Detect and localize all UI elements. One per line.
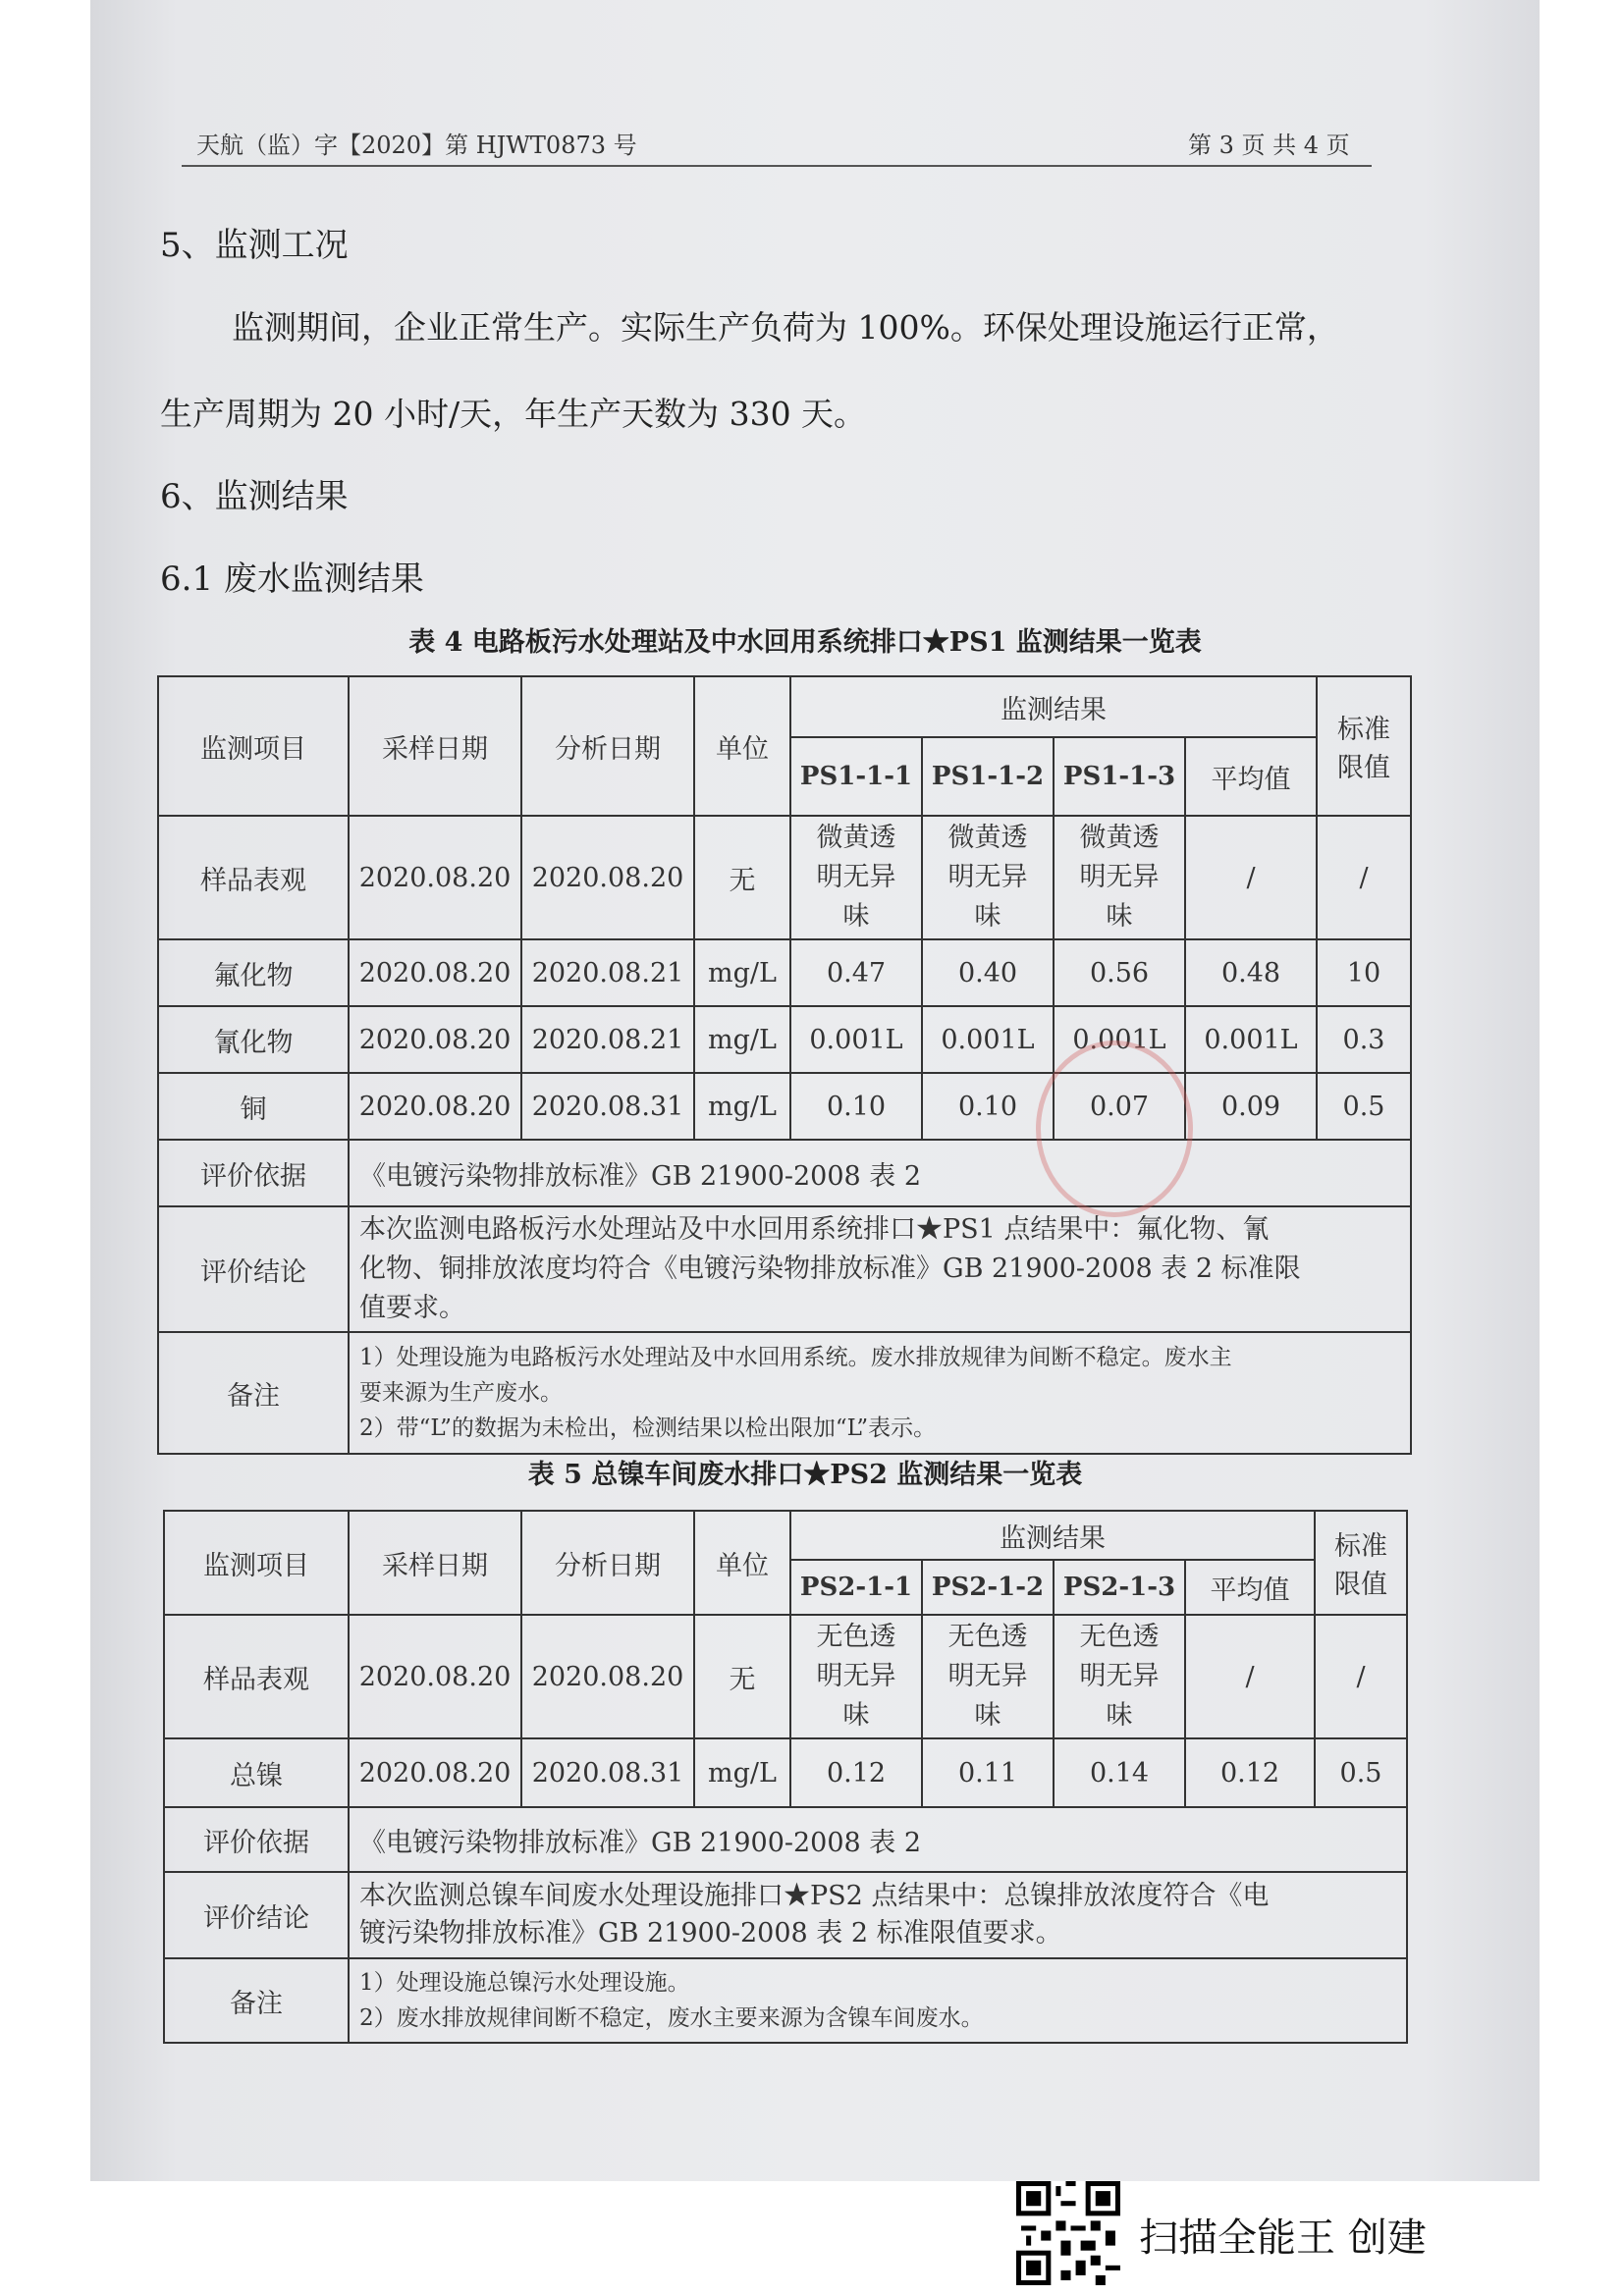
header-sample-date: 采样日期 — [349, 676, 521, 816]
conclusion-row: 评价结论 本次监测电路板污水处理站及中水回用系统排口★PS1 点结果中：氟化物、氰 化物、铜排放浓度均符合《电镀污染物排放标准》GB 21900-2008 表 2 标准限 值要求。 — [158, 1206, 1411, 1332]
section-5-title: 5、监测工况 — [160, 226, 349, 265]
sample-code: PS1-1-1 — [790, 737, 922, 816]
appearance-cell: 微黄透 明无异 味 — [790, 816, 922, 939]
basis-row: 评价依据 《电镀污染物排放标准》GB 21900-2008 表 2 — [164, 1807, 1407, 1872]
header-analysis-date: 分析日期 — [521, 1511, 694, 1615]
remark-text: 1）处理设施为电路板污水处理站及中水回用系统。废水排放规律为间断不稳定。废水主 要来源为生产废水。 2）带“L”的数据为未检出，检测结果以检出限加“L”表示。 — [349, 1332, 1411, 1454]
header-rule — [182, 165, 1372, 167]
appearance-cell: 无色透 明无异 味 — [922, 1615, 1054, 1738]
remark-row: 备注 1）处理设施为电路板污水处理站及中水回用系统。废水排放规律为间断不稳定。废水主 要来源为生产废水。 2）带“L”的数据为未检出，检测结果以检出限加“L”表示。 — [158, 1332, 1411, 1454]
appearance-cell: 无色透 明无异 味 — [1054, 1615, 1185, 1738]
section-5-line-1: 监测期间，企业正常生产。实际生产负荷为 100%。环保处理设施运行正常， — [232, 308, 1339, 347]
section-5-line-2: 生产周期为 20 小时/天，年生产天数为 330 天。 — [160, 395, 867, 433]
header-sample-date: 采样日期 — [349, 1511, 521, 1615]
header-analysis-date: 分析日期 — [521, 676, 694, 816]
table-5-caption: 表 5 总镍车间废水排口★PS2 监测结果一览表 — [527, 1460, 1083, 1490]
sample-code: PS2-1-1 — [790, 1560, 922, 1615]
sample-code: PS1-1-2 — [922, 737, 1054, 816]
table-row: 样品表观 2020.08.20 2020.08.20 无 微黄透 明无异 味 微黄透 明无异 味 微黄透 明无异 味 / / — [158, 816, 1411, 939]
table-row: 氰化物 2020.08.20 2020.08.21 mg/L 0.001L 0.001L 0.001L 0.001L 0.3 — [158, 1006, 1411, 1073]
page-indicator: 第 3 页 共 4 页 — [1188, 132, 1350, 159]
document-number: 天航（监）字【2020】第 HJWT0873 号 — [196, 132, 637, 159]
remark-text: 1）处理设施总镍污水处理设施。 2）废水排放规律间断不稳定，废水主要来源为含镍车间废水。 — [349, 1958, 1407, 2043]
table-4 — [157, 675, 1412, 1455]
appearance-cell: 无色透 明无异 味 — [790, 1615, 922, 1738]
table-row: 总镍 2020.08.20 2020.08.31 mg/L 0.12 0.11 0.14 0.12 0.5 — [164, 1738, 1407, 1807]
table-5 — [163, 1510, 1408, 2044]
table-row: 铜 2020.08.20 2020.08.31 mg/L 0.10 0.10 0.07 0.09 0.5 — [158, 1073, 1411, 1140]
sample-code: PS2-1-2 — [922, 1560, 1054, 1615]
header-item: 监测项目 — [164, 1511, 349, 1615]
appearance-cell: 微黄透 明无异 味 — [922, 816, 1054, 939]
basis-text: 《电镀污染物排放标准》GB 21900-2008 表 2 — [349, 1140, 1411, 1206]
header-limit: 标准 限值 — [1317, 676, 1411, 816]
header-average: 平均值 — [1185, 737, 1317, 816]
scanner-watermark: 扫描全能王 创建 — [1139, 2216, 1427, 2261]
section-6-1-title: 6.1 废水监测结果 — [160, 560, 424, 599]
qr-code-icon — [1016, 2181, 1120, 2285]
red-seal-stamp — [1036, 1041, 1193, 1217]
section-6-title: 6、监测结果 — [160, 477, 349, 516]
basis-text: 《电镀污染物排放标准》GB 21900-2008 表 2 — [349, 1807, 1407, 1872]
header-results: 监测结果 — [790, 1511, 1315, 1560]
table-row: 氟化物 2020.08.20 2020.08.21 mg/L 0.47 0.40 0.56 0.48 10 — [158, 939, 1411, 1006]
table-4-caption: 表 4 电路板污水处理站及中水回用系统排口★PS1 监测结果一览表 — [408, 627, 1202, 658]
conclusion-text: 本次监测总镍车间废水处理设施排口★PS2 点结果中：总镍排放浓度符合《电 镀污染物排放标准》GB 21900-2008 表 2 标准限值要求。 — [349, 1872, 1407, 1958]
conclusion-row: 评价结论 本次监测总镍车间废水处理设施排口★PS2 点结果中：总镍排放浓度符合《电 镀污染物排放标准》GB 21900-2008 表 2 标准限值要求。 — [164, 1872, 1407, 1958]
remark-row: 备注 1）处理设施总镍污水处理设施。 2）废水排放规律间断不稳定，废水主要来源为含镍车间废水。 — [164, 1958, 1407, 2043]
header-results: 监测结果 — [790, 676, 1317, 737]
sample-code: PS1-1-3 — [1054, 737, 1185, 816]
header-unit: 单位 — [694, 676, 790, 816]
table-row: 样品表观 2020.08.20 2020.08.20 无 无色透 明无异 味 无色透 明无异 味 无色透 明无异 味 / / — [164, 1615, 1407, 1738]
appearance-cell: 微黄透 明无异 味 — [1054, 816, 1185, 939]
sample-code: PS2-1-3 — [1054, 1560, 1185, 1615]
basis-row: 评价依据 《电镀污染物排放标准》GB 21900-2008 表 2 — [158, 1140, 1411, 1206]
conclusion-text: 本次监测电路板污水处理站及中水回用系统排口★PS1 点结果中：氟化物、氰 化物、铜排放浓度均符合《电镀污染物排放标准》GB 21900-2008 表 2 标准限 值要求。 — [349, 1206, 1411, 1332]
header-limit: 标准 限值 — [1315, 1511, 1407, 1615]
header-item: 监测项目 — [158, 676, 349, 816]
header-average: 平均值 — [1185, 1560, 1315, 1615]
header-unit: 单位 — [694, 1511, 790, 1615]
